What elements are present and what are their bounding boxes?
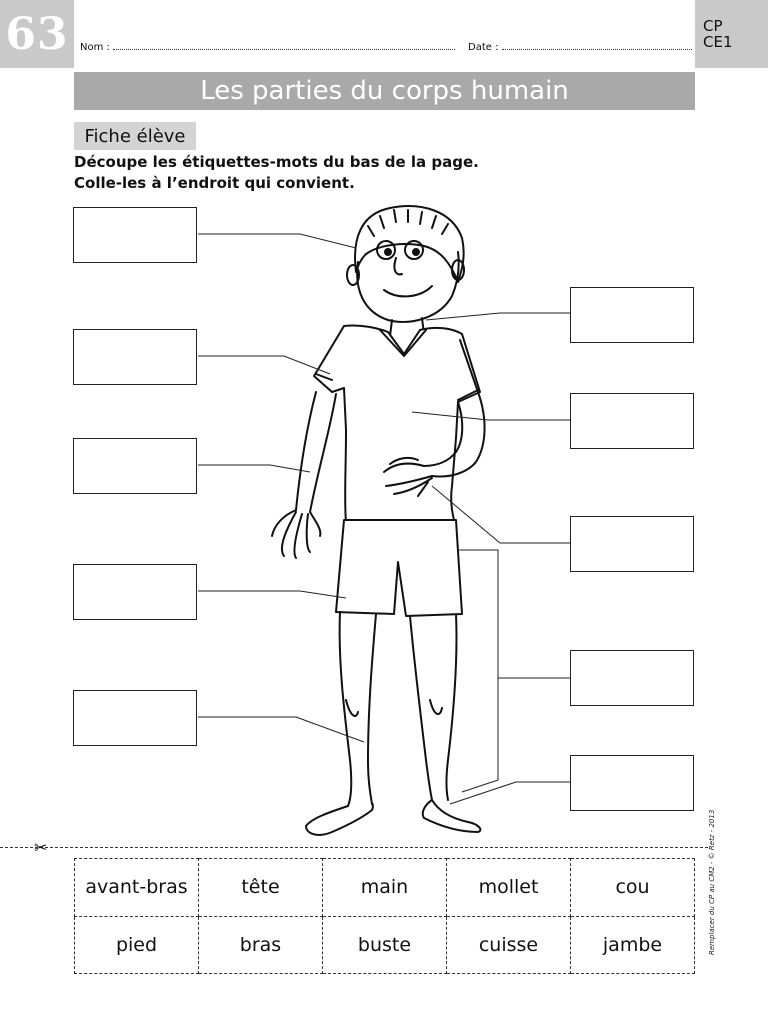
instruction-line-2: Colle-les à l’endroit qui convient. <box>74 174 355 192</box>
name-label: Nom : <box>80 42 110 53</box>
word-label[interactable]: mollet <box>447 859 571 917</box>
student-sheet-badge: Fiche élève <box>74 122 196 150</box>
word-label[interactable]: bras <box>199 916 323 974</box>
word-label[interactable]: tête <box>199 859 323 917</box>
word-labels-table <box>74 858 695 974</box>
word-label[interactable]: jambe <box>571 916 695 974</box>
level-cp: CP <box>703 17 723 35</box>
page-number: 63 <box>0 0 74 68</box>
word-label[interactable]: avant-bras <box>75 859 199 917</box>
word-label[interactable]: pied <box>75 916 199 974</box>
word-label[interactable]: cuisse <box>447 916 571 974</box>
word-row-1 <box>75 859 695 917</box>
word-row-2 <box>75 916 695 974</box>
scissors-icon: ✂ <box>34 838 48 857</box>
date-label: Date : <box>468 42 499 53</box>
page-title: Les parties du corps humain <box>74 72 695 110</box>
instruction-line-1: Découpe les étiquettes-mots du bas de la page. <box>74 153 479 171</box>
cut-line <box>0 847 708 848</box>
word-label[interactable]: buste <box>323 916 447 974</box>
word-label[interactable]: cou <box>571 859 695 917</box>
level-ce1: CE1 <box>703 33 733 51</box>
copyright-credit: Remplacer du CP au CM2 - © Retz - 2013 <box>708 809 716 955</box>
word-label[interactable]: main <box>323 859 447 917</box>
